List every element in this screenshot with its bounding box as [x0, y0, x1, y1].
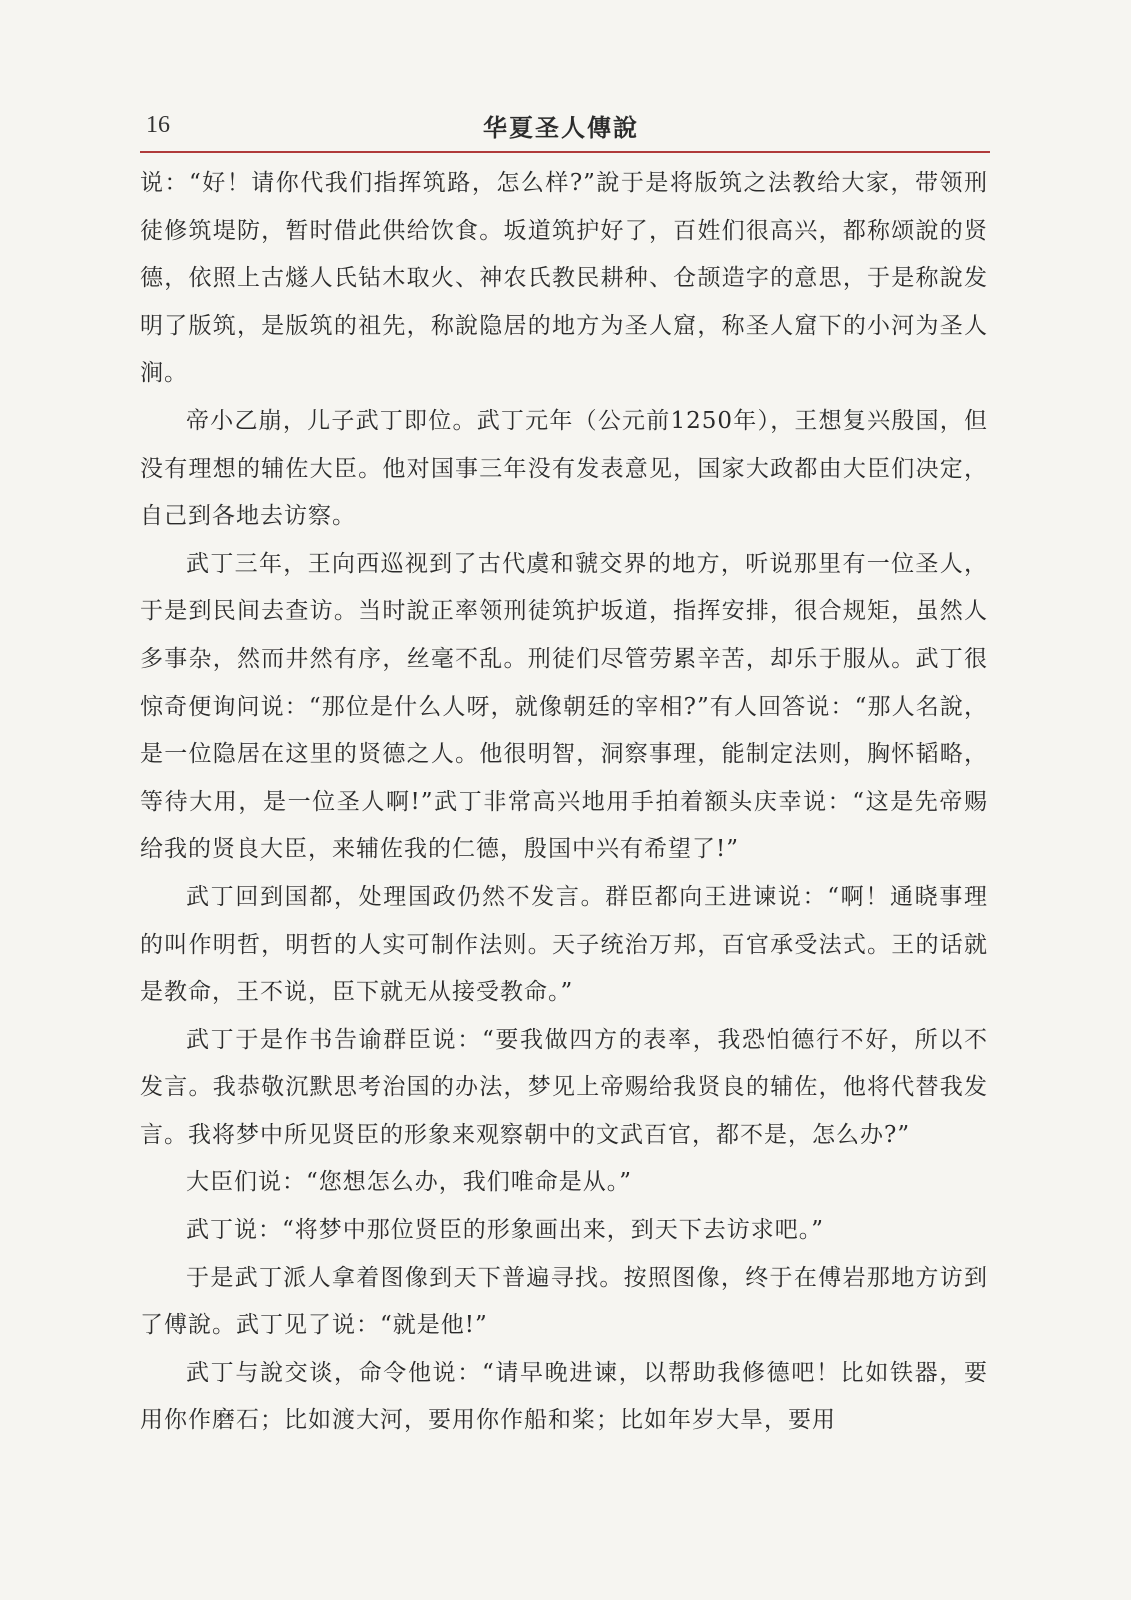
paragraph: 说：“好！请你代我们指挥筑路，怎么样?”說于是将版筑之法教给大家，带领刑徒修筑堤防，暂时借此供给饮食。坂道筑护好了，百姓们很高兴，都称颂說的贤德，依照上古燧人氏钻木取火、神农氏教民耕种、仓颉造字的意思，于是称說发明了版筑，是版筑的祖先，称說隐居的地方为圣人窟，称圣人窟下的小河为圣人涧。 — [140, 170, 988, 387]
header-rule — [140, 151, 990, 153]
paragraph: 武丁回到国都，处理国政仍然不发言。群臣都向王进谏说：“啊！通晓事理的叫作明哲，明哲的人实可制作法则。天子统治万邦，百官承受法式。王的话就是教命，王不说，臣下就无从接受教命。” — [140, 883, 988, 1006]
page-number: 16 — [146, 112, 170, 138]
paragraph: 武丁说：“将梦中那位贤臣的形象画出来，到天下去访求吧。” — [186, 1217, 825, 1244]
paragraph: 武丁于是作书告谕群臣说：“要我做四方的表率，我恐怕德行不好，所以不发言。我恭敬沉默思考治国的办法，梦见上帝赐给我贤良的辅佐，他将代替我发言。我将梦中所见贤臣的形象来观察朝中的文武百官，都不是，怎么办?” — [140, 1026, 988, 1148]
paragraph: 大臣们说：“您想怎么办，我们唯命是从。” — [186, 1169, 633, 1196]
paragraph: 于是武丁派人拿着图像到天下普遍寻找。按照图像，终于在傅岩那地方访到了傅說。武丁见了说：“就是他!” — [140, 1264, 988, 1339]
paragraph: 武丁与說交谈，命令他说：“请早晚进谏，以帮助我修德吧！比如铁器，要用你作磨石；比如渡大河，要用你作船和桨；比如年岁大旱，要用 — [140, 1359, 988, 1434]
book-title: 华夏圣人傳說 — [483, 114, 639, 142]
paragraph: 武丁三年，王向西巡视到了古代虞和虢交界的地方，听说那里有一位圣人，于是到民间去查访。当时說正率领刑徒筑护坂道，指挥安排，很合规矩，虽然人多事杂，然而井然有序，丝毫不乱。刑徒们尽管劳累辛苦，却乐于服从。武丁很惊奇便询问说：“那位是什么人呀，就像朝廷的宰相?”有人回答说：“那人名說，是一位隐居在这里的贤德之人。他很明智，洞察事理，能制定法则，胸怀韬略，等待大用，是一位圣人啊!”武丁非常高兴地用手拍着额头庆幸说：“这是先帝赐给我的贤良大臣，来辅佐我的仁德，殷国中兴有希望了!” — [140, 550, 988, 863]
paragraph: 帝小乙崩，儿子武丁即位。武丁元年（公元前1250年），王想复兴殷国，但没有理想的辅佐大臣。他对国事三年没有发表意见，国家大政都由大臣们决定，自己到各地去访察。 — [140, 407, 988, 530]
body-text — [140, 160, 988, 1445]
